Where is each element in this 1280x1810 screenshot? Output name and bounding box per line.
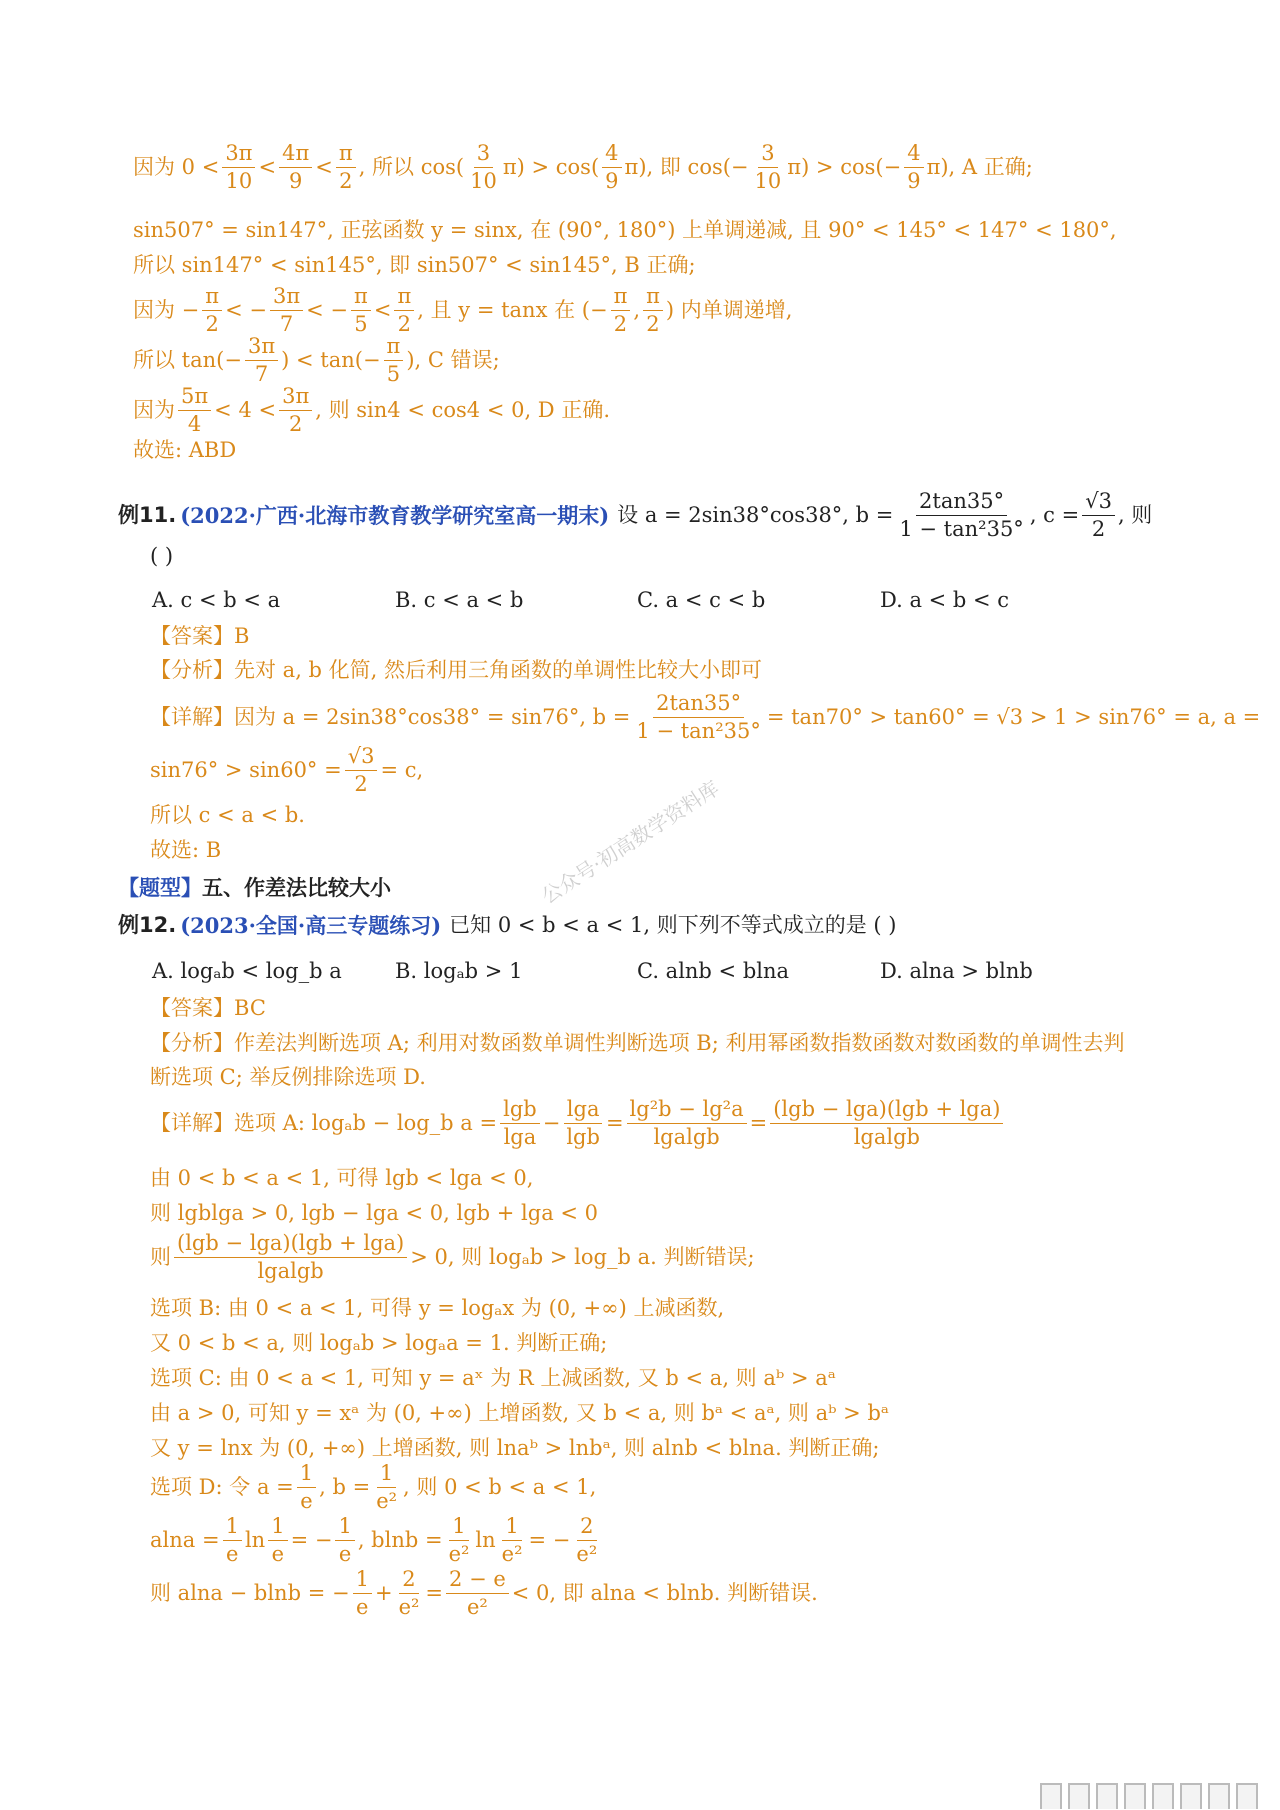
example-12-detail-d3: 则 alna − blnb = − $\frac{1}{e}$ + $\frac{2}{\text{e²}}$ = $\frac{2 - e}{\text{e²}}$ < 0, 即 alna < blnb. 判断错误. <box>150 1567 818 1620</box>
example-12-detail-a4: 则 $\frac{(\lg b - \lg a)(\lg b + \lg a)}{\text{lgalgb}}$ > 0, 则 logₐb > log_b a. 判断错误; <box>150 1231 755 1284</box>
example-12-detail-d1: 选项 D: 令 a = $\frac{1}{e}$ , b = $\frac{1}{\text{e²}}$ , 则 0 < b < a < 1, <box>150 1461 597 1514</box>
example-11-detail-2: sin76° > sin60° = $\frac{√3}{2}$ = c, <box>150 744 424 797</box>
example-11-option-a: A. c < b < a <box>152 588 281 612</box>
example-12-source: (2023·全国·高三专题练习) <box>180 913 442 938</box>
example-12-detail-b1: 选项 B: 由 0 < a < 1, 可得 y = logₐx 为 (0, +∞) 上减函数, <box>150 1296 725 1320</box>
watermark: 公众号·初高数学资料库 <box>537 775 724 909</box>
example-12-detail-b2: 又 0 < b < a, 则 logₐb > logₐa = 1. 判断正确; <box>150 1331 608 1355</box>
example-12-option-b: B. logₐb > 1 <box>395 959 523 983</box>
example-11-analysis: 【分析】 先对 a, b 化简, 然后利用三角函数的单调性比较大小即可 <box>150 658 763 682</box>
example-12-detail-c3: 又 y = lnx 为 (0, +∞) 上增函数, 则 lnaᵇ > lnbᵃ, 则 alnb < blna. 判断正确; <box>150 1436 880 1460</box>
solution-line-3: 所以 sin147° < sin145°, 即 sin507° < sin145°, B 正确; <box>133 253 696 277</box>
page-scroll-indicator <box>1040 1779 1260 1809</box>
example-12-detail-a2: 由 0 < b < a < 1, 可得 lgb < lga < 0, <box>150 1166 534 1190</box>
solution-line-5: 所以 tan(− $\frac{3\pi}{7}$ ) < tan(− $\frac{\pi}{5}$ ), C 错误; <box>133 334 500 387</box>
solution-line-4: 因为 − $\frac{\pi}{2}$ < − $\frac{3\pi}{7}$ < − $\frac{\pi}{5}$ < $\frac{\pi}{2}$ , 且 y = tanx 在 (− $\frac{\pi}{2}$ , $\frac{\pi}{2}$ ) 内单调递增, <box>133 284 793 337</box>
example-12-detail-a: 【详解】 选项 A: logₐb − log_b a = $\frac{\lg b}{\lg a}$ − $\frac{\lg a}{\lg b}$ = $\frac{\text{lg²b − lg²a}}{\text{lgalgb}}$ = $\frac{(\lg b - \lg a)(\lg b + \lg a)}{\text{lgalgb}}$ <box>150 1098 1006 1149</box>
example-12-detail-c2: 由 a > 0, 可知 y = xᵃ 为 (0, +∞) 上增函数, 又 b < a, 则 bᵃ < aᵃ, 则 aᵇ > bᵃ <box>150 1401 889 1425</box>
example-12-analysis: 【分析】 作差法判断选项 A; 利用对数函数单调性判断选项 B; 利用幂函数指数函数对数函数的单调性去判 <box>150 1031 1125 1055</box>
section-heading: 【题型】 五、作差法比较大小 <box>118 876 391 900</box>
final-choice-11: 故选: B <box>150 838 222 862</box>
example-12-detail-c1: 选项 C: 由 0 < a < 1, 可知 y = aˣ 为 R 上减函数, 又 b < a, 则 aᵇ > aᵃ <box>150 1366 836 1390</box>
example-12-stem: 例12. (2023·全国·高三专题练习) 已知 0 < b < a < 1, 则下列不等式成立的是 ( ) <box>118 913 897 938</box>
example-11-detail: 【详解】 因为 a = 2sin38°cos38° = sin76°, b = $\frac{2\tan 35^\circ}{\text{1 − tan²35°}}$ = tan70° > tan60° = √3 > 1 > sin76° = a, a = <box>150 691 1261 744</box>
example-12-answer: 【答案】 BC <box>150 996 266 1020</box>
example-11-option-b: B. c < a < b <box>395 588 524 612</box>
example-12-analysis-2: 断选项 C; 举反例排除选项 D. <box>150 1065 426 1089</box>
example-11-source: (2022·广西·北海市教育教学研究室高一期末) <box>180 503 610 529</box>
final-choice-10: 故选: ABD <box>133 438 237 462</box>
example-12-option-c: C. alnb < blna <box>637 959 790 983</box>
example-12-detail-a3: 则 lgblga > 0, lgb − lga < 0, lgb + lga < 0 <box>150 1201 599 1225</box>
example-11-stem: 例11. (2022·广西·北海市教育教学研究室高一期末) 设 a = 2sin38°cos38°, b = $\frac{2\tan 35^\circ}{\text{1 − tan²35°}}$ , c = $\frac{√3}{2}$ , 则 <box>118 489 1153 542</box>
example-11-answer: 【答案】 B <box>150 624 250 648</box>
example-12-option-d: D. alna > blnb <box>880 959 1033 983</box>
solution-line-6: 因为 $\frac{5\pi}{4}$ < 4 < $\frac{3\pi}{2}$ , 则 sin4 < cos4 < 0, D 正确. <box>133 384 610 437</box>
example-12-option-a: A. logₐb < log_b a <box>152 959 342 983</box>
example-12-label: 例12. <box>118 913 177 937</box>
solution-line-1: 因为 0 < $\frac{3\pi}{10}$ < $\frac{4\pi}{9}$ < $\frac{\pi}{2}$ , 所以 cos( $\frac{3}{10}$ π) > cos( $\frac{4}{9}$ π), 即 cos(− $\frac{3}{10}$ π) > cos(− $\frac{4}{9}$ π), A 正确; <box>133 141 1033 194</box>
example-11-detail-3: 所以 c < a < b. <box>150 803 305 827</box>
example-12-detail-d2: alna = $\frac{1}{e}$ ln $\frac{1}{e}$ = − $\frac{1}{e}$ , blnb = $\frac{1}{\text{e²}}$ ln $\frac{1}{\text{e²}}$ = − $\frac{2}{\text{e²}}$ <box>150 1514 598 1567</box>
example-11-option-c: C. a < c < b <box>637 588 766 612</box>
example-11-option-d: D. a < b < c <box>880 588 1010 612</box>
solution-line-2: sin507° = sin147°, 正弦函数 y = sinx, 在 (90°, 180°) 上单调递减, 且 90° < 145° < 147° < 180°, <box>133 218 1117 242</box>
example-11-label: 例11. <box>118 503 177 528</box>
example-11-paren: ( ) <box>150 544 174 568</box>
